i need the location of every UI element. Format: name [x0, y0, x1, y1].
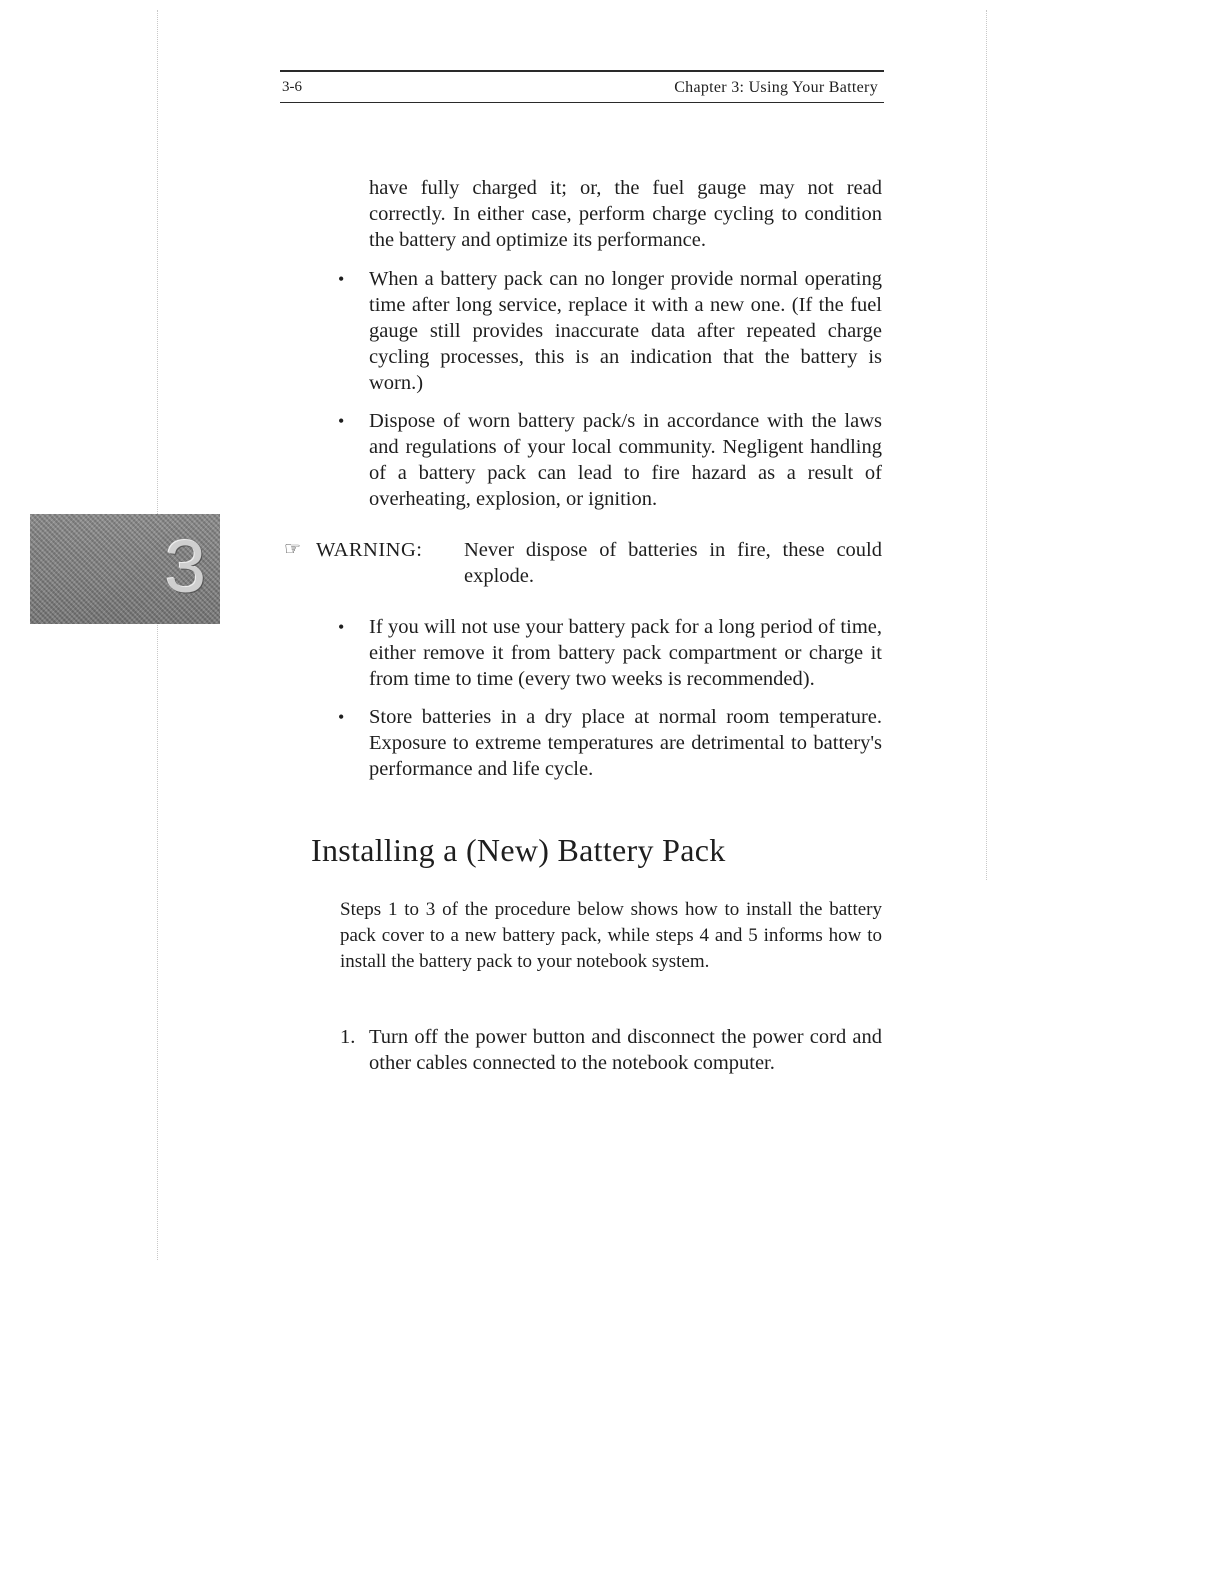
- steps-list: [340, 1024, 882, 1076]
- list-item-text: Dispose of worn battery pack/s in accordance with the laws and regulations of your local community. Negligent handling of a battery pack can lead to fire hazard as a result of overheating, explosion, or ignition.: [369, 410, 882, 510]
- step-text: Turn off the power button and disconnect the power cord and other cables connected to the notebook computer.: [369, 1026, 882, 1074]
- list-item: [338, 614, 882, 692]
- section-heading: Installing a (New) Battery Pack: [311, 832, 726, 868]
- list-item-text: Store batteries in a dry place at normal room temperature. Exposure to extreme temperatures are detrimental to battery's performance and life cycle.: [369, 706, 882, 780]
- list-item: [338, 266, 882, 396]
- pointing-hand-icon: ☞: [284, 539, 302, 560]
- bullet-icon: •: [338, 707, 345, 727]
- list-item-text: When a battery pack can no longer provide normal operating time after long service, replace it with a new one. (If the fuel gauge still provides inaccurate data after repeated charge cycling processes, this is an indication that the battery is worn.): [369, 268, 882, 394]
- page-number: 3-6: [282, 79, 302, 95]
- chapter-tab: [30, 514, 220, 624]
- warning-label: WARNING:: [316, 539, 423, 561]
- page-header: [280, 70, 884, 103]
- bullet-list-after-warning: [338, 614, 882, 794]
- chapter-title: Chapter 3: Using Your Battery: [674, 79, 878, 96]
- bullet-icon: •: [338, 617, 345, 637]
- step-item: [340, 1024, 882, 1076]
- bullet-icon: •: [338, 269, 345, 289]
- scan-artifact-right: [986, 10, 987, 880]
- bullet-icon: •: [338, 411, 345, 431]
- bullet-list-before-warning: [338, 266, 882, 524]
- chapter-tab-number: 3: [164, 525, 206, 608]
- scan-artifact-left: [157, 10, 158, 1260]
- step-number: 1.: [340, 1026, 356, 1048]
- continued-paragraph: have fully charged it; or, the fuel gauge may not read correctly. In either case, perform charge cycling to condition the battery and optimize its performance.: [369, 177, 882, 251]
- warning-text: Never dispose of batteries in fire, these could explode.: [464, 539, 882, 587]
- section-intro: Steps 1 to 3 of the procedure below shows how to install the battery pack cover to a new battery pack, while steps 4 and 5 informs how to install the battery pack to your notebook system.: [340, 899, 882, 972]
- list-item-text: If you will not use your battery pack for a long period of time, either remove it from battery pack compartment or charge it from time to time (every two weeks is recommended).: [369, 616, 882, 690]
- warning-note: [284, 537, 882, 589]
- list-item: [338, 704, 882, 782]
- list-item: [338, 408, 882, 512]
